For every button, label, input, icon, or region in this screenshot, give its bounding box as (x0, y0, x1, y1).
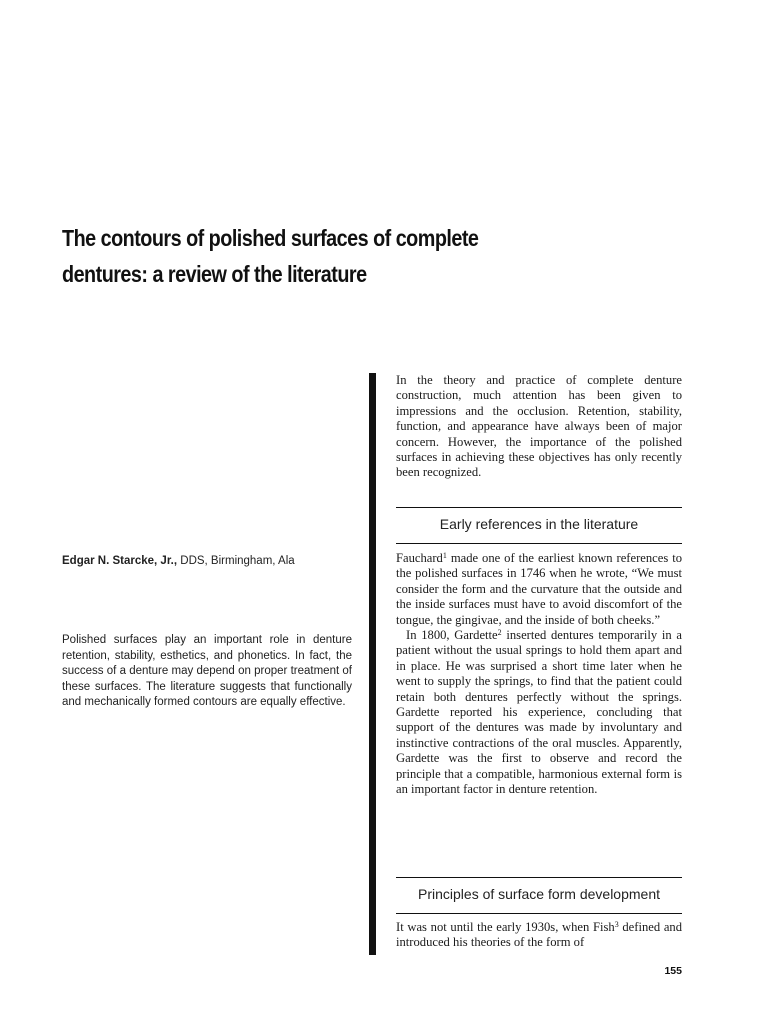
author-name: Edgar N. Starcke, Jr., (62, 555, 178, 567)
section-principles-body (396, 920, 682, 951)
paragraph-text: inserted dentures temporarily in a patient without the usual springs to hold them apart and in place. He was surprised a short time later when he went to supply the springs, to find that the patient could retain both dentures perfectly without the springs. Gardette reported his experience, concluding that support of the dentures was made by involuntary and instinctive contractions of the oral muscles. Apparently, Gardette was the first to observe and record the principle that a compatible, harmonious external form is an important factor in denture retention. (396, 628, 682, 797)
author-affiliation: DDS, Birmingham, Ala (177, 555, 295, 567)
section-rule-top (396, 507, 682, 508)
section-heading-early-references: Early references in the literature (439, 516, 639, 532)
paragraph-text: Fauchard (396, 551, 443, 565)
reference-superscript: 3 (614, 920, 619, 929)
author-byline (62, 555, 295, 567)
body-paragraph (396, 551, 682, 628)
body-paragraph (396, 628, 682, 797)
paragraph-text: In 1800, Gardette (406, 628, 498, 643)
article-title-line-1: The contours of polished surfaces of complete (62, 225, 479, 251)
article-title (62, 220, 509, 292)
section-heading-principles: Principles of surface form development (418, 886, 660, 902)
body-paragraph (396, 920, 682, 951)
section-rule-bottom (396, 543, 682, 544)
abstract: Polished surfaces play an important role in denture retention, stability, esthetics, and phonetics. In fact, the success of a denture may depend on proper treatment of these surfaces. The literature suggests that functionally and mechanically formed contours are equally effective. (62, 634, 352, 709)
intro-section (396, 373, 682, 481)
paragraph-text: It was not until the early 1930s, when Fish (396, 920, 615, 934)
paragraph-text: made one of the earliest known references to the polished surfaces in 1746 when he wrote, “We must consider the form and the curvature that the outside and the inside surfaces must have to avoid discomfort of the tongue, the gingivae, and the inside of both cheeks.” (396, 551, 682, 627)
section-rule-top (396, 877, 682, 878)
intro-paragraph: In the theory and practice of complete denture construction, much attention has been given to impressions and the occlusion. Retention, stability, function, and appearance have always been of major concern. However, the importance of the polished surfaces in achieving these objectives has only recently been recognized. (396, 373, 682, 480)
section-rule-bottom (396, 913, 682, 914)
section-early-references-body (396, 551, 682, 798)
reference-superscript: 2 (497, 628, 502, 638)
column-marker-bar (369, 373, 376, 955)
page-number: 155 (664, 965, 682, 977)
paragraph-text: defined and introduced his theories of the form of (396, 920, 682, 950)
reference-superscript: 1 (442, 551, 447, 560)
article-title-line-2: dentures: a review of the literature (62, 261, 367, 287)
